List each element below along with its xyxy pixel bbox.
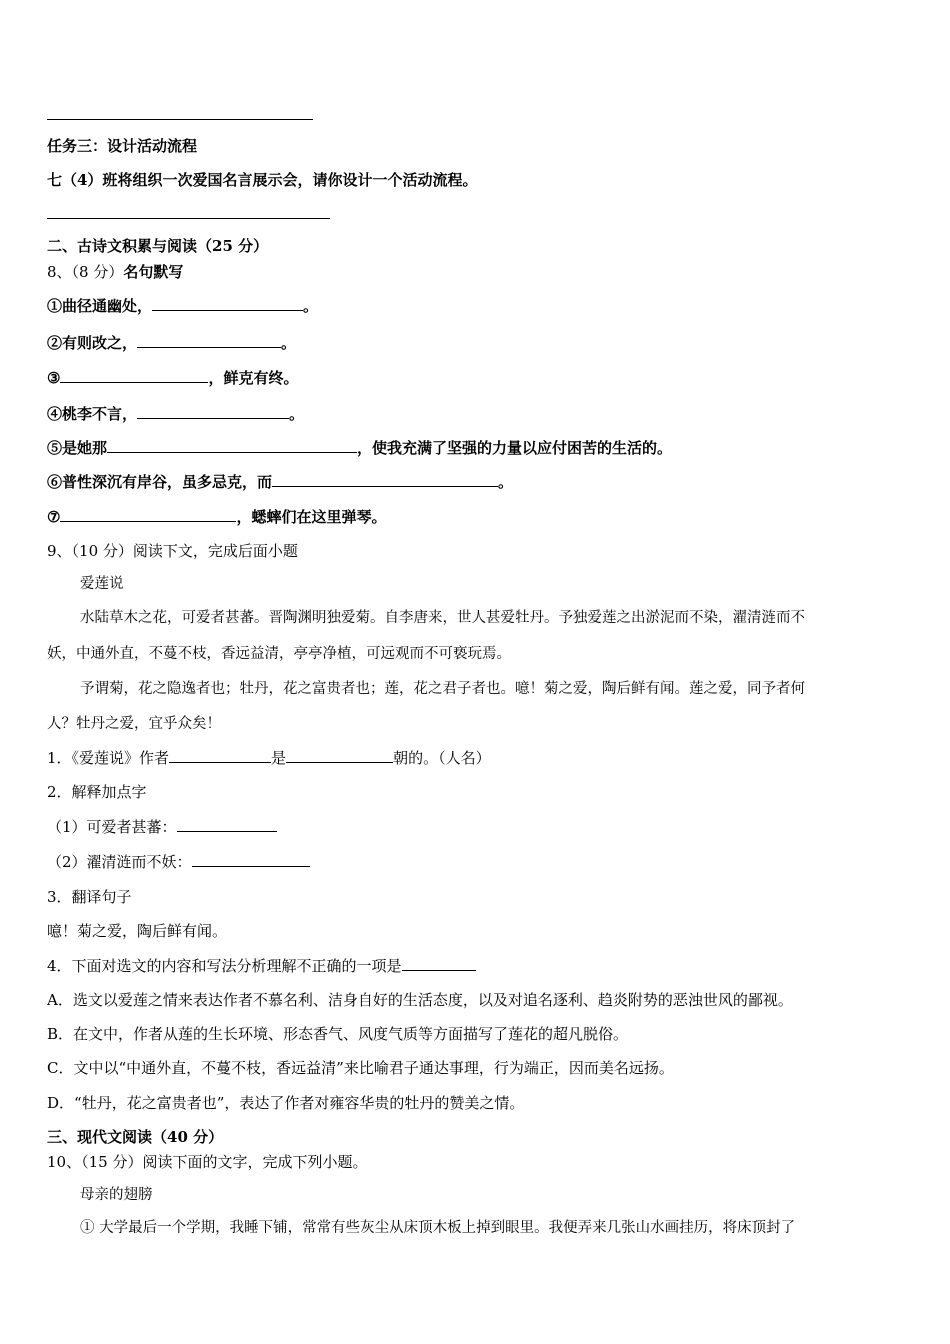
blank[interactable] (169, 748, 271, 763)
q8-score: （8 分） (71, 263, 124, 281)
q10-passage-title: 母亲的翅膀 (80, 1187, 153, 1203)
answer-line-task3 (47, 218, 330, 219)
q8-title: 名句默写 (123, 263, 184, 281)
blank[interactable] (107, 438, 357, 453)
q9-para1-line2: 妖，中通外直，不蔓不枝，香远益清，亭亭净植，可远观而不可亵玩焉。 (47, 646, 511, 662)
q9-sub3-sentence: 噫！菊之爱，陶后鲜有闻。 (47, 922, 228, 940)
task3-title: 任务三：设计活动流程 (47, 137, 198, 155)
answer-line-top (47, 119, 313, 120)
q9-sub1: 1．《爱莲说》作者 是 朝的。（人名） (47, 749, 491, 767)
q9-para2-line1: 予谓菊，花之隐逸者也；牡丹，花之富贵者也；莲，花之君子者也。噫！菊之爱，陶后鲜有闻。莲之爱，同予者何 (80, 681, 805, 697)
blank[interactable] (152, 296, 303, 311)
q8-item-6: ⑥普性深沉有岸谷，虽多忌克，而 。 (47, 473, 514, 491)
q8-item-3: ③ ，鲜克有终。 (47, 369, 299, 387)
q9-para1-line1: 水陆草木之花，可爱者甚蕃。晋陶渊明独爱菊。自李唐来，世人甚爱牡丹。予独爱莲之出淤泥而不染，濯清涟而不 (80, 610, 805, 626)
q8-number: 8、 (47, 263, 72, 281)
q8-item-2: ②有则改之， 。 (47, 334, 297, 352)
q9-option-d: D．“牡丹，花之富贵者也”，表达了作者对雍容华贵的牡丹的赞美之情。 (47, 1094, 525, 1112)
q8-item-1: ①曲径通幽处， 。 (47, 297, 319, 315)
blank[interactable] (272, 472, 498, 487)
q10-para1-line1: ① 大学最后一个学期，我睡下铺，常常有些灰尘从床顶木板上掉到眼里。我便弄来几张山水画挂历，将床顶封了 (80, 1220, 796, 1236)
q9-passage-title: 爱莲说 (80, 576, 124, 592)
q9-option-a: A．选文以爱莲之情来表达作者不慕名利、洁身自好的生活态度，以及对追名逐利、趋炎附势的恶浊世风的鄙视。 (47, 991, 793, 1009)
blank[interactable] (137, 333, 281, 348)
q9-sub2-1: （1）可爱者甚蕃： (47, 817, 277, 837)
blank[interactable] (60, 507, 236, 522)
blank[interactable] (137, 404, 289, 419)
section2-heading: 二、古诗文积累与阅读（25 分） (47, 237, 269, 255)
q9-sub2: 2．解释加点字 (47, 783, 147, 801)
q9-header: 9、（10 分）阅读下文，完成后面小题 (47, 542, 298, 560)
q8-item-4: ④桃李不言， 。 (47, 405, 305, 423)
q9-sub4: 4．下面对选文的内容和写法分析理解不正确的一项是 (47, 956, 476, 976)
q9-option-b: B．在文中，作者从莲的生长环境、形态香气、风度气质等方面描写了莲花的超凡脱俗。 (47, 1025, 629, 1043)
q10-header: 10、（15 分）阅读下面的文字，完成下列小题。 (47, 1153, 368, 1171)
q9-option-c: C．文中以“中通外直，不蔓不枝，香远益清”来比喻君子通达事理，行为端正，因而美名远扬。 (47, 1059, 674, 1077)
q9-para2-line2: 人？牡丹之爱，宜乎众矣！ (47, 716, 221, 732)
q8-item-7: ⑦ ，蟋蟀们在这里弹琴。 (47, 508, 387, 526)
blank[interactable] (177, 817, 277, 832)
blank[interactable] (286, 748, 393, 763)
q9-sub3: 3．翻译句子 (47, 888, 132, 906)
task3-prompt: 七（4）班将组织一次爱国名言展示会，请你设计一个活动流程。 (47, 171, 478, 189)
blank[interactable] (192, 852, 310, 867)
blank[interactable] (60, 368, 208, 383)
blank[interactable] (402, 956, 476, 971)
q9-sub2-2: （2）濯清涟而不妖： (47, 852, 310, 872)
section3-heading: 三、现代文阅读（40 分） (47, 1128, 224, 1146)
q8-item-5: ⑤是她那 ，使我充满了坚强的力量以应付困苦的生活的。 (47, 439, 673, 457)
q8-header (47, 262, 183, 282)
